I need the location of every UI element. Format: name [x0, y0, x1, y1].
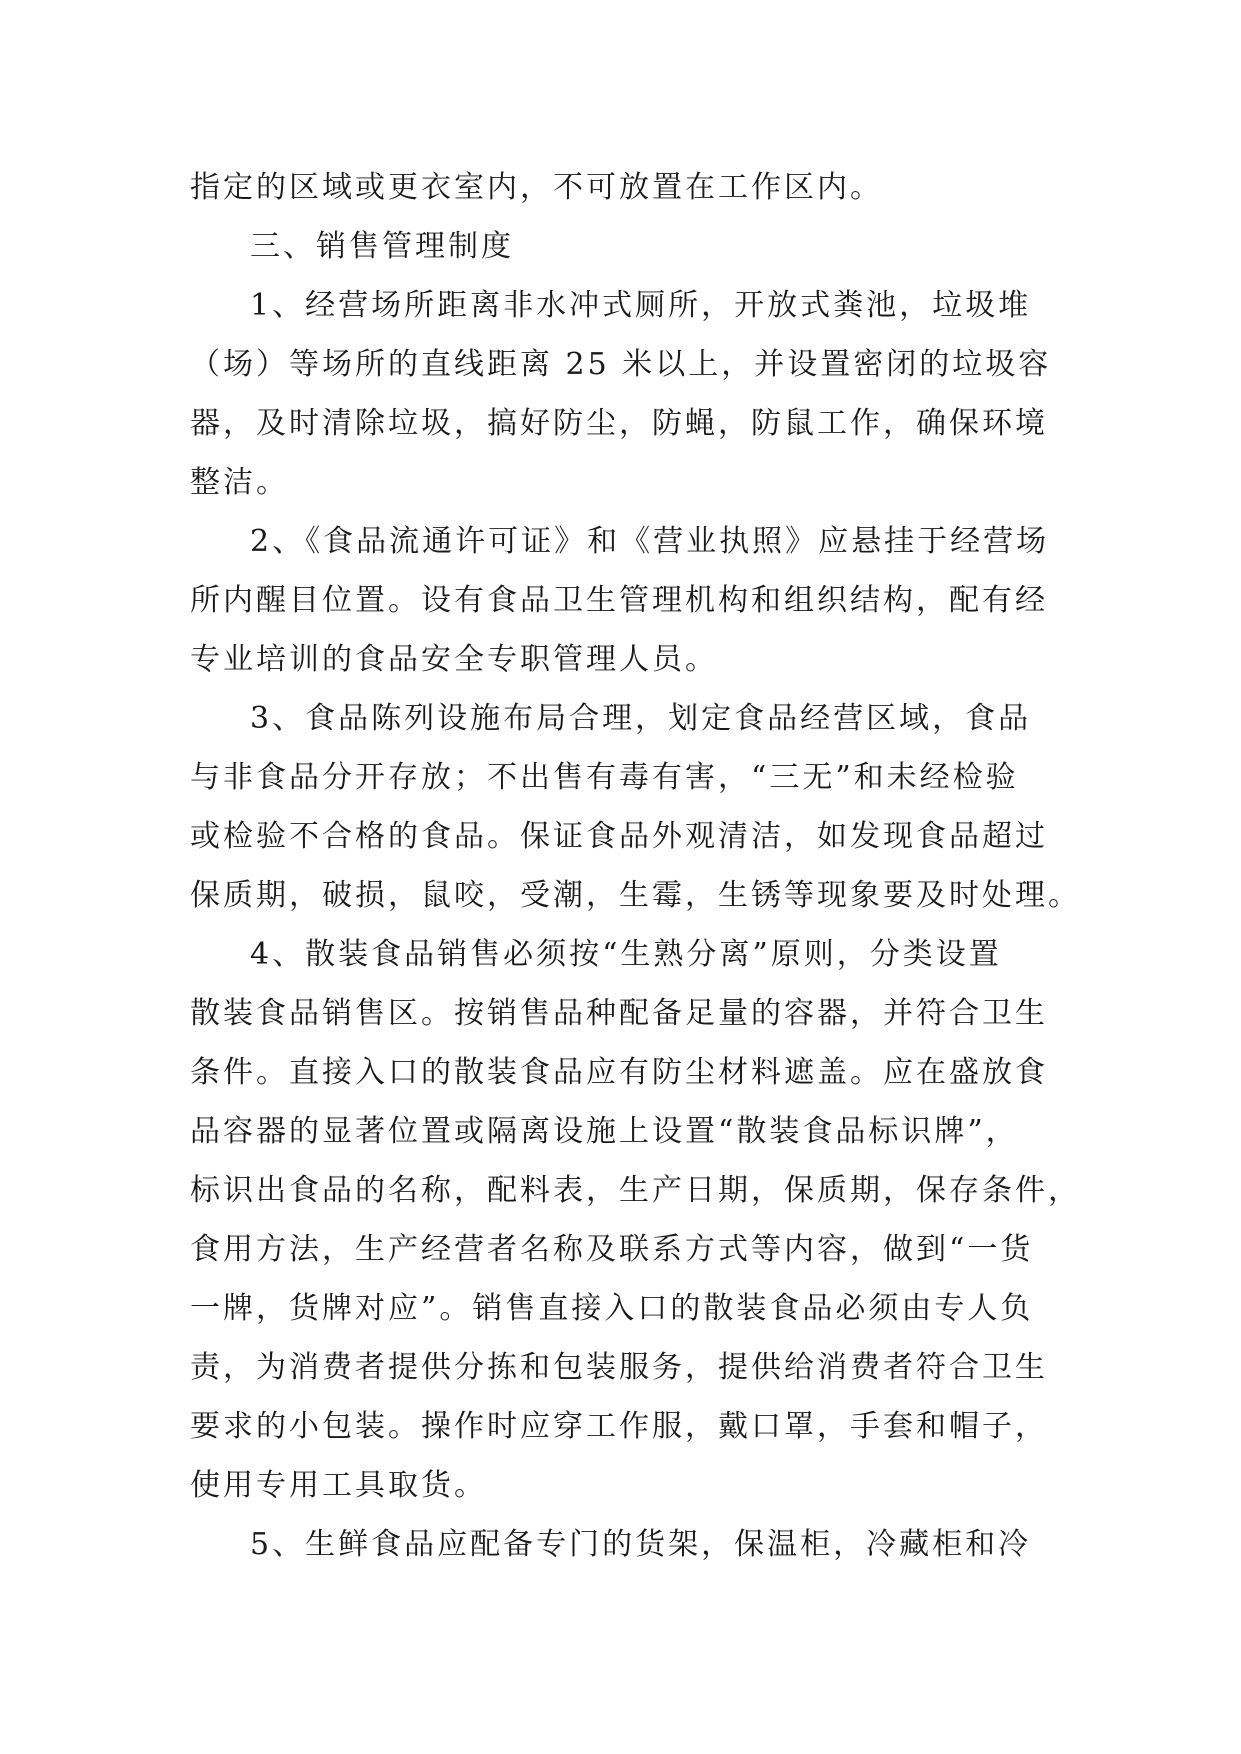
- text-line: 散装食品销售区。按销售品种配备足量的容器，并符合卫生: [190, 996, 1048, 1031]
- text-line: 5、生鲜食品应配备专门的货架，保温柜，冷藏柜和冷: [250, 1527, 1032, 1562]
- text-line: 或检验不合格的食品。保证食品外观清洁，如发现食品超过: [190, 819, 1048, 854]
- text-line: 标识出食品的名称，配料表，生产日期，保质期，保存条件，: [190, 1173, 1081, 1208]
- text-line: （场）等场所的直线距离 25 米以上，并设置密闭的垃圾容: [190, 347, 1052, 382]
- text-line: 食用方法，生产经营者名称及联系方式等内容，做到“一货: [190, 1232, 1034, 1267]
- text-line: 三、销售管理制度: [250, 229, 514, 264]
- text-line: 一牌，货牌对应”。销售直接入口的散装食品必须由专人负: [190, 1291, 1034, 1326]
- text-line: 3、食品陈列设施布局合理，划定食品经营区域，食品: [250, 701, 1032, 736]
- text-line: 条件。直接入口的散装食品应有防尘材料遮盖。应在盛放食: [190, 1055, 1048, 1090]
- text-line: 4、散装食品销售必须按“生熟分离”原则，分类设置: [250, 937, 1002, 972]
- text-line: 保质期，破损，鼠咬，受潮，生霉，生锈等现象要及时处理。: [190, 878, 1081, 913]
- text-line: 专业培训的食品安全专职管理人员。: [190, 642, 718, 677]
- text-line: 指定的区域或更衣室内，不可放置在工作区内。: [190, 170, 883, 205]
- text-line: 器，及时清除垃圾，搞好防尘，防蝇，防鼠工作，确保环境: [190, 406, 1048, 441]
- text-line: 使用专用工具取货。: [190, 1468, 487, 1503]
- text-line: 责，为消费者提供分拣和包装服务，提供给消费者符合卫生: [190, 1350, 1048, 1385]
- text-line: 1、经营场所距离非水冲式厕所，开放式粪池，垃圾堆: [250, 288, 1032, 323]
- text-line: 与非食品分开存放；不出售有毒有害，“三无”和未经检验: [190, 760, 1019, 795]
- text-line: 整洁。: [190, 465, 289, 500]
- text-line: 所内醒目位置。设有食品卫生管理机构和组织结构，配有经: [190, 583, 1048, 618]
- text-line: 2、《食品流通许可证》和《营业执照》应悬挂于经营场: [250, 524, 1050, 559]
- document-body: [190, 158, 1081, 1574]
- text-line: 品容器的显著位置或隔离设施上设置“散装食品标识牌”，: [190, 1114, 1019, 1149]
- text-line: 要求的小包装。操作时应穿工作服，戴口罩，手套和帽子，: [190, 1409, 1048, 1444]
